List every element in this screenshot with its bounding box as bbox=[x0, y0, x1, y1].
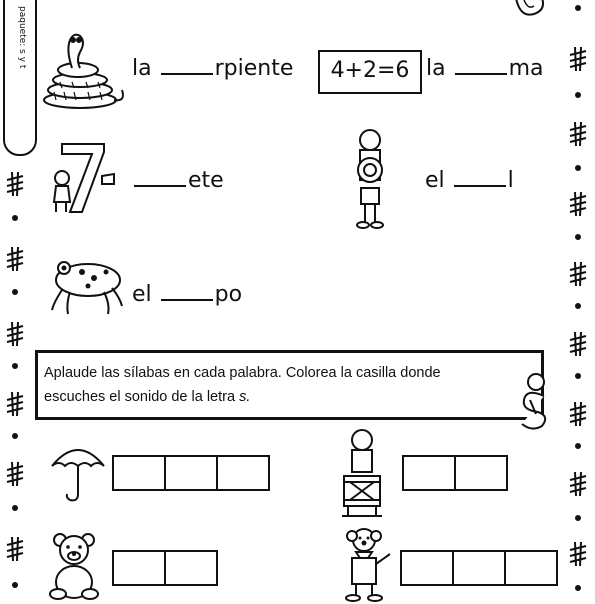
syllable-box[interactable] bbox=[114, 457, 166, 489]
syllable-box[interactable] bbox=[218, 457, 268, 489]
instruction-box bbox=[35, 350, 544, 420]
syllable-box[interactable] bbox=[166, 552, 216, 584]
bear-icon bbox=[46, 532, 102, 600]
clown-picture bbox=[336, 524, 396, 600]
syllable-box[interactable] bbox=[506, 552, 556, 584]
target-letter: s. bbox=[239, 389, 251, 405]
tab-label: paquete: s y t bbox=[17, 6, 27, 69]
equation-box: 4+2=6 bbox=[318, 50, 422, 94]
word-sapo bbox=[132, 282, 242, 307]
seven-picture bbox=[48, 140, 120, 216]
letter-s-character-icon bbox=[510, 0, 550, 22]
umbrella-picture bbox=[48, 440, 108, 504]
fill-blank[interactable] bbox=[455, 57, 507, 75]
syllable-box[interactable] bbox=[404, 457, 456, 489]
fill-blank[interactable] bbox=[161, 283, 213, 301]
letter-s-character-icon bbox=[514, 372, 554, 430]
left-border-decoration bbox=[2, 160, 28, 600]
syllable-boxes-2 bbox=[112, 550, 218, 586]
syllable-box[interactable] bbox=[114, 552, 166, 584]
syllable-box[interactable] bbox=[166, 457, 218, 489]
boy-drum-icon bbox=[336, 428, 388, 520]
fill-blank[interactable] bbox=[134, 169, 186, 187]
word-ending: ma bbox=[508, 56, 544, 81]
frog-picture bbox=[48, 252, 126, 322]
fill-blank[interactable] bbox=[161, 57, 213, 75]
syllable-boxes-2 bbox=[402, 455, 508, 491]
word-ending: rpiente bbox=[214, 56, 294, 81]
sun-boy-picture bbox=[345, 126, 395, 230]
corner-clipart-top bbox=[510, 0, 550, 22]
snake-picture bbox=[40, 30, 128, 110]
snake-icon bbox=[40, 30, 128, 110]
word-serpiente bbox=[132, 56, 293, 81]
clown-icon bbox=[336, 524, 396, 600]
word-siete bbox=[132, 168, 224, 193]
fill-blank[interactable] bbox=[454, 169, 506, 187]
number-seven-icon bbox=[48, 140, 120, 216]
word-suma bbox=[426, 56, 544, 81]
instruction-line-1: Aplaude las sílabas en cada palabra. Colorea la casilla donde bbox=[44, 365, 441, 381]
article-label: el bbox=[132, 282, 152, 307]
grass-border-icon bbox=[2, 160, 28, 600]
syllable-box[interactable] bbox=[402, 552, 454, 584]
word-ending: po bbox=[214, 282, 243, 307]
syllable-box[interactable] bbox=[454, 552, 506, 584]
frog-icon bbox=[48, 252, 126, 322]
syllable-boxes-3 bbox=[400, 550, 558, 586]
boy-with-sun-icon bbox=[345, 126, 395, 230]
bear-picture bbox=[46, 532, 102, 600]
umbrella-icon bbox=[48, 440, 108, 504]
syllable-box[interactable] bbox=[456, 457, 506, 489]
article-label: la bbox=[132, 56, 152, 81]
word-ending: l bbox=[507, 168, 514, 193]
word-sol bbox=[425, 168, 514, 193]
right-border-decoration bbox=[565, 0, 591, 600]
article-label: el bbox=[425, 168, 445, 193]
instruction-line-2: escuches el sonido de la letra s. bbox=[44, 389, 251, 405]
letter-s-mascot bbox=[514, 372, 554, 430]
word-ending: ete bbox=[188, 168, 224, 193]
article-label: la bbox=[426, 56, 446, 81]
grass-border-icon bbox=[565, 0, 591, 600]
boy-drum-picture bbox=[336, 428, 388, 520]
syllable-boxes-3 bbox=[112, 455, 270, 491]
topic-tab bbox=[3, 0, 37, 156]
